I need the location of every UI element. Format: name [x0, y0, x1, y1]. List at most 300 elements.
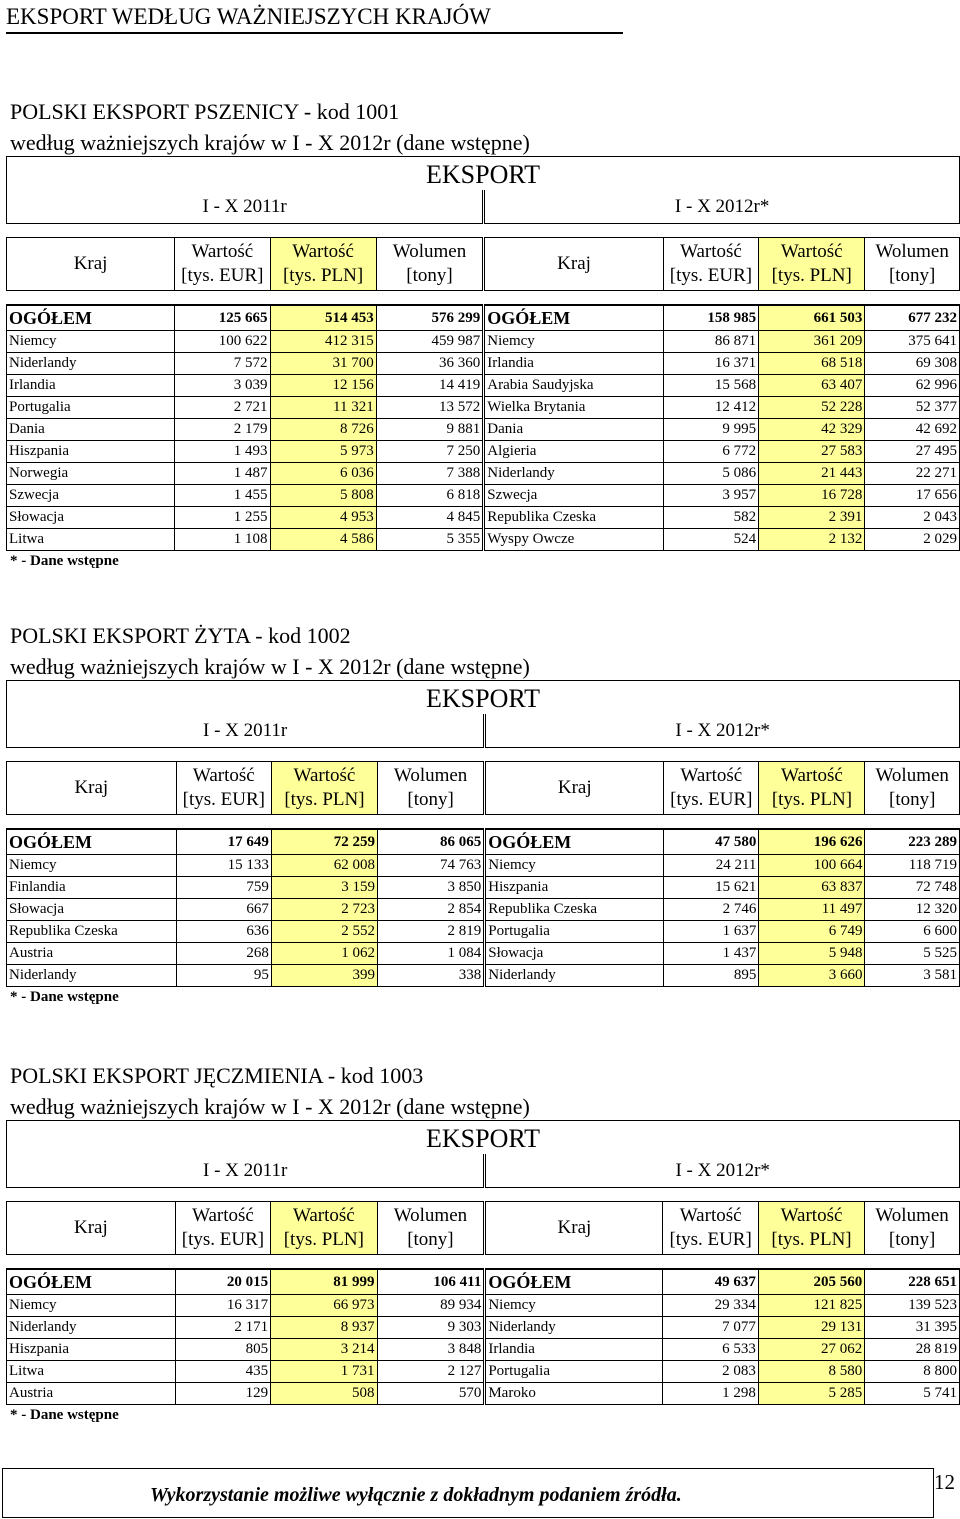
col-eur-line2: [tys. EUR] [669, 265, 753, 286]
table-row [7, 463, 960, 485]
section-subtitle: według ważniejszych krajów w I - X 2012r (dane wstępne) [10, 130, 530, 155]
country-cell: Szwecja [7, 485, 175, 507]
col-pln-line2: [tys. PLN] [771, 1229, 852, 1250]
country-cell: Portugalia [485, 1361, 663, 1383]
table-row [7, 1339, 960, 1361]
col-pln-line1: Wartość [781, 765, 843, 786]
col-eur-line2: [tys. EUR] [670, 789, 753, 810]
value-cell: 24 211 [664, 855, 759, 877]
value-cell: 29 334 [663, 1295, 758, 1317]
value-cell: 17 656 [865, 485, 960, 507]
value-cell: 74 763 [377, 855, 484, 877]
value-cell: 42 692 [865, 419, 960, 441]
value-cell: 2 854 [377, 899, 484, 921]
col-eur-line1: Wartość [680, 765, 743, 786]
value-cell: 5 973 [270, 441, 376, 463]
value-cell: 42 329 [759, 419, 865, 441]
value-cell: 3 850 [377, 877, 484, 899]
table-row [7, 855, 960, 877]
value-cell: 12 412 [663, 397, 758, 419]
value-cell: 28 819 [865, 1339, 960, 1361]
col-pln-header [759, 762, 865, 815]
page-title: EKSPORT WEDŁUG WAŻNIEJSZYCH KRAJÓW [6, 2, 623, 34]
country-cell: Austria [7, 943, 177, 965]
value-cell: 4 586 [270, 529, 376, 551]
value-cell: 6 749 [759, 921, 865, 943]
gap-cell [7, 748, 960, 762]
value-cell: 2 083 [663, 1361, 758, 1383]
gap-cell [7, 1255, 960, 1270]
table-row [7, 441, 960, 463]
gap-cell [7, 291, 960, 306]
col-pln-header [271, 1202, 377, 1255]
value-cell: 805 [175, 1339, 270, 1361]
table-row [7, 485, 960, 507]
value-cell: 16 317 [175, 1295, 270, 1317]
col-eur-header [664, 762, 759, 815]
value-cell: 5 525 [865, 943, 960, 965]
value-cell: 524 [663, 529, 758, 551]
header-gap [7, 1188, 960, 1202]
country-cell: Algieria [484, 441, 664, 463]
value-cell: 121 825 [758, 1295, 864, 1317]
value-cell: 361 209 [759, 331, 865, 353]
country-cell: Słowacja [7, 507, 175, 529]
table-row [7, 353, 960, 375]
col-vol-header [376, 238, 484, 291]
gap-cell [7, 815, 960, 830]
value-cell: 2 819 [377, 921, 484, 943]
value-cell: 1 062 [271, 943, 377, 965]
value-cell: 62 008 [271, 855, 377, 877]
period-2012: I - X 2012r* [484, 190, 960, 224]
value-cell: 15 133 [176, 855, 271, 877]
country-cell: Litwa [7, 529, 175, 551]
country-cell: Republika Czeska [7, 921, 177, 943]
value-cell: 338 [377, 965, 484, 987]
col-vol-header [865, 762, 960, 815]
value-cell: 86 065 [377, 829, 484, 855]
value-cell: 9 995 [663, 419, 758, 441]
col-pln-header [270, 238, 376, 291]
value-cell: 6 036 [270, 463, 376, 485]
header-gap [7, 815, 960, 830]
col-pln-header [758, 1202, 864, 1255]
col-vol-line1: Wolumen [393, 1205, 468, 1226]
country-cell: Szwecja [484, 485, 664, 507]
value-cell: 4 845 [376, 507, 484, 529]
value-cell: 49 637 [663, 1269, 758, 1295]
section-title: POLSKI EKSPORT ŻYTA - kod 1002 [10, 623, 351, 648]
total-row [7, 829, 960, 855]
header-row-columns [7, 1202, 960, 1255]
value-cell: 2 391 [759, 507, 865, 529]
period-2011: I - X 2011r [7, 190, 484, 224]
country-cell: Norwegia [7, 463, 175, 485]
value-cell: 2 029 [865, 529, 960, 551]
col-vol-line2: [tony] [888, 265, 936, 286]
col-vol-line2: [tony] [407, 789, 454, 810]
value-cell: 5 808 [270, 485, 376, 507]
value-cell: 399 [271, 965, 377, 987]
value-cell: 129 [175, 1383, 270, 1405]
value-cell: 205 560 [758, 1269, 864, 1295]
value-cell: 8 800 [865, 1361, 960, 1383]
col-kraj-header: Kraj [485, 762, 664, 815]
country-cell: OGÓŁEM [7, 829, 177, 855]
col-pln-line1: Wartość [292, 241, 354, 262]
value-cell: 3 848 [377, 1339, 485, 1361]
value-cell: 6 600 [865, 921, 960, 943]
country-cell: Irlandia [484, 353, 664, 375]
value-cell: 16 728 [759, 485, 865, 507]
col-pln-line1: Wartość [780, 1205, 843, 1226]
export-header: EKSPORT [7, 681, 960, 715]
value-cell: 6 818 [376, 485, 484, 507]
value-cell: 11 497 [759, 899, 865, 921]
country-cell: OGÓŁEM [7, 1269, 176, 1295]
value-cell: 3 581 [865, 965, 960, 987]
country-cell: Niderlandy [7, 1317, 176, 1339]
value-cell: 1 487 [175, 463, 270, 485]
value-cell: 27 062 [758, 1339, 864, 1361]
col-vol-header [865, 238, 960, 291]
header-gap [7, 224, 960, 238]
value-cell: 66 973 [271, 1295, 377, 1317]
value-cell: 139 523 [865, 1295, 960, 1317]
col-pln-line1: Wartość [780, 241, 843, 262]
total-row [7, 305, 960, 331]
country-cell: OGÓŁEM [485, 1269, 663, 1295]
table-row [7, 397, 960, 419]
export-table [6, 1120, 960, 1405]
value-cell: 125 665 [175, 305, 270, 331]
table-row [7, 877, 960, 899]
value-cell: 1 455 [175, 485, 270, 507]
value-cell: 1 108 [175, 529, 270, 551]
value-cell: 62 996 [865, 375, 960, 397]
col-eur-header [176, 762, 271, 815]
col-pln-line2: [tys. PLN] [282, 265, 364, 286]
col-eur-line2: [tys. EUR] [669, 1229, 752, 1250]
col-vol-line1: Wolumen [875, 241, 949, 262]
value-cell: 2 721 [175, 397, 270, 419]
country-cell: Niderlandy [485, 965, 664, 987]
value-cell: 12 320 [865, 899, 960, 921]
value-cell: 1 437 [664, 943, 759, 965]
value-cell: 1 493 [175, 441, 270, 463]
table-row [7, 375, 960, 397]
value-cell: 5 355 [376, 529, 484, 551]
value-cell: 2 127 [377, 1361, 485, 1383]
country-cell: Niderlandy [484, 463, 664, 485]
header-row-export [7, 157, 960, 191]
header-row-periods [7, 190, 960, 224]
value-cell: 3 159 [271, 877, 377, 899]
value-cell: 2 552 [271, 921, 377, 943]
export-table [6, 680, 960, 987]
value-cell: 508 [271, 1383, 377, 1405]
table-row [7, 1383, 960, 1405]
value-cell: 759 [176, 877, 271, 899]
value-cell: 3 039 [175, 375, 270, 397]
value-cell: 31 395 [865, 1317, 960, 1339]
header-row-export [7, 681, 960, 715]
header-row-periods [7, 714, 960, 748]
value-cell: 661 503 [759, 305, 865, 331]
col-eur-header [663, 1202, 758, 1255]
col-eur-line1: Wartość [192, 765, 255, 786]
value-cell: 72 259 [271, 829, 377, 855]
col-vol-header [865, 1202, 960, 1255]
country-cell: Hiszpania [7, 441, 175, 463]
value-cell: 667 [176, 899, 271, 921]
value-cell: 2 723 [271, 899, 377, 921]
table-row [7, 921, 960, 943]
value-cell: 81 999 [271, 1269, 377, 1295]
country-cell: Austria [7, 1383, 176, 1405]
country-cell: Portugalia [485, 921, 664, 943]
col-kraj-header: Kraj [7, 762, 177, 815]
export-header: EKSPORT [7, 157, 960, 191]
country-cell: Niemcy [7, 1295, 176, 1317]
footnote: * - Dane wstępne [10, 553, 119, 569]
col-eur-line1: Wartość [679, 1205, 742, 1226]
col-pln-line2: [tys. PLN] [771, 265, 852, 286]
col-vol-header [377, 762, 484, 815]
section-subtitle: według ważniejszych krajów w I - X 2012r (dane wstępne) [10, 1094, 530, 1119]
col-eur-line2: [tys. EUR] [181, 1229, 265, 1250]
header-gap [7, 291, 960, 306]
value-cell: 5 948 [759, 943, 865, 965]
value-cell: 8 937 [271, 1317, 377, 1339]
value-cell: 8 726 [270, 419, 376, 441]
country-cell: OGÓŁEM [484, 305, 664, 331]
value-cell: 5 741 [865, 1383, 960, 1405]
value-cell: 514 453 [270, 305, 376, 331]
period-2012: I - X 2012r* [485, 714, 960, 748]
country-cell: Słowacja [485, 943, 664, 965]
value-cell: 268 [176, 943, 271, 965]
section-title: POLSKI EKSPORT PSZENICY - kod 1001 [10, 99, 400, 124]
header-row-export [7, 1121, 960, 1155]
value-cell: 1 084 [377, 943, 484, 965]
value-cell: 106 411 [377, 1269, 485, 1295]
col-eur-header [663, 238, 758, 291]
country-cell: Niemcy [7, 331, 175, 353]
value-cell: 435 [175, 1361, 270, 1383]
value-cell: 228 651 [865, 1269, 960, 1295]
value-cell: 1 731 [271, 1361, 377, 1383]
value-cell: 5 285 [758, 1383, 864, 1405]
col-pln-header [759, 238, 865, 291]
country-cell: Irlandia [7, 375, 175, 397]
value-cell: 7 572 [175, 353, 270, 375]
value-cell: 52 228 [759, 397, 865, 419]
country-cell: Hiszpania [7, 1339, 176, 1361]
col-kraj-header: Kraj [485, 1202, 663, 1255]
header-row-columns [7, 238, 960, 291]
value-cell: 636 [176, 921, 271, 943]
col-eur-header [175, 1202, 270, 1255]
value-cell: 9 303 [377, 1317, 485, 1339]
period-2012: I - X 2012r* [485, 1154, 960, 1188]
period-2011: I - X 2011r [7, 1154, 485, 1188]
value-cell: 31 700 [270, 353, 376, 375]
value-cell: 2 171 [175, 1317, 270, 1339]
country-cell: Niderlandy [485, 1317, 663, 1339]
value-cell: 17 649 [176, 829, 271, 855]
table-row [7, 899, 960, 921]
value-cell: 11 321 [270, 397, 376, 419]
col-pln-header [271, 762, 377, 815]
value-cell: 570 [377, 1383, 485, 1405]
table-row [7, 529, 960, 551]
col-pln-line2: [tys. PLN] [283, 1229, 364, 1250]
export-table [6, 156, 960, 551]
col-kraj-header: Kraj [484, 238, 664, 291]
value-cell: 2 043 [865, 507, 960, 529]
value-cell: 7 077 [663, 1317, 758, 1339]
country-cell: Litwa [7, 1361, 176, 1383]
col-pln-line2: [tys. PLN] [284, 789, 365, 810]
country-cell: Słowacja [7, 899, 177, 921]
value-cell: 412 315 [270, 331, 376, 353]
country-cell: Republika Czeska [485, 899, 664, 921]
country-cell: OGÓŁEM [485, 829, 664, 855]
col-eur-line1: Wartość [191, 241, 254, 262]
value-cell: 72 748 [865, 877, 960, 899]
col-vol-line2: [tony] [407, 1229, 454, 1250]
col-eur-line2: [tys. EUR] [182, 789, 265, 810]
header-row-periods [7, 1154, 960, 1188]
table-row [7, 507, 960, 529]
table-row [7, 1361, 960, 1383]
col-vol-line1: Wolumen [875, 765, 949, 786]
country-cell: Republika Czeska [484, 507, 664, 529]
country-cell: Niemcy [485, 855, 664, 877]
value-cell: 158 985 [663, 305, 758, 331]
country-cell: OGÓŁEM [7, 305, 175, 331]
value-cell: 95 [176, 965, 271, 987]
col-eur-line1: Wartość [192, 1205, 254, 1226]
value-cell: 13 572 [376, 397, 484, 419]
value-cell: 582 [663, 507, 758, 529]
country-cell: Portugalia [7, 397, 175, 419]
col-vol-line1: Wolumen [392, 241, 467, 262]
col-vol-line2: [tony] [888, 1229, 936, 1250]
value-cell: 3 660 [759, 965, 865, 987]
table-row [7, 1295, 960, 1317]
value-cell: 1 255 [175, 507, 270, 529]
value-cell: 12 156 [270, 375, 376, 397]
value-cell: 69 308 [865, 353, 960, 375]
country-cell: Dania [484, 419, 664, 441]
col-pln-line1: Wartość [293, 765, 356, 786]
table-row [7, 419, 960, 441]
value-cell: 63 837 [759, 877, 865, 899]
value-cell: 1 637 [664, 921, 759, 943]
value-cell: 7 250 [376, 441, 484, 463]
page-number: 12 [934, 1470, 955, 1494]
col-kraj-header: Kraj [7, 238, 175, 291]
country-cell: Niderlandy [7, 965, 177, 987]
section-title: POLSKI EKSPORT JĘCZMIENIA - kod 1003 [10, 1063, 424, 1088]
table-row [7, 965, 960, 987]
export-header: EKSPORT [7, 1121, 960, 1155]
value-cell: 196 626 [759, 829, 865, 855]
value-cell: 15 568 [663, 375, 758, 397]
value-cell: 29 131 [758, 1317, 864, 1339]
value-cell: 677 232 [865, 305, 960, 331]
value-cell: 3 957 [663, 485, 758, 507]
value-cell: 86 871 [663, 331, 758, 353]
gap-cell [7, 1188, 960, 1202]
country-cell: Niemcy [484, 331, 664, 353]
value-cell: 375 641 [865, 331, 960, 353]
country-cell: Irlandia [485, 1339, 663, 1361]
col-eur-header [175, 238, 270, 291]
value-cell: 16 371 [663, 353, 758, 375]
col-eur-line1: Wartość [680, 241, 742, 262]
col-pln-line1: Wartość [292, 1205, 355, 1226]
value-cell: 21 443 [759, 463, 865, 485]
country-cell: Finlandia [7, 877, 177, 899]
col-vol-header [377, 1202, 485, 1255]
value-cell: 100 622 [175, 331, 270, 353]
country-cell: Hiszpania [485, 877, 664, 899]
country-cell: Niderlandy [7, 353, 175, 375]
period-2011: I - X 2011r [7, 714, 485, 748]
country-cell: Wyspy Owcze [484, 529, 664, 551]
table-row [7, 331, 960, 353]
table-row [7, 1317, 960, 1339]
value-cell: 63 407 [759, 375, 865, 397]
footnote: * - Dane wstępne [10, 989, 119, 1005]
value-cell: 27 583 [759, 441, 865, 463]
header-gap [7, 748, 960, 762]
value-cell: 2 746 [664, 899, 759, 921]
value-cell: 576 299 [376, 305, 484, 331]
value-cell: 20 015 [175, 1269, 270, 1295]
col-vol-line1: Wolumen [393, 765, 468, 786]
country-cell: Arabia Saudyjska [484, 375, 664, 397]
value-cell: 22 271 [865, 463, 960, 485]
value-cell: 7 388 [376, 463, 484, 485]
col-pln-line2: [tys. PLN] [771, 789, 853, 810]
value-cell: 6 772 [663, 441, 758, 463]
col-vol-line2: [tony] [406, 265, 453, 286]
col-vol-line1: Wolumen [875, 1205, 949, 1226]
value-cell: 9 881 [376, 419, 484, 441]
table-row [7, 943, 960, 965]
country-cell: Dania [7, 419, 175, 441]
value-cell: 47 580 [664, 829, 759, 855]
value-cell: 4 953 [270, 507, 376, 529]
value-cell: 15 621 [664, 877, 759, 899]
value-cell: 459 987 [376, 331, 484, 353]
section-subtitle: według ważniejszych krajów w I - X 2012r (dane wstępne) [10, 654, 530, 679]
value-cell: 223 289 [865, 829, 960, 855]
header-row-columns [7, 762, 960, 815]
value-cell: 3 214 [271, 1339, 377, 1361]
total-row [7, 1269, 960, 1295]
value-cell: 118 719 [865, 855, 960, 877]
value-cell: 5 086 [663, 463, 758, 485]
col-vol-line2: [tony] [889, 789, 936, 810]
value-cell: 68 518 [759, 353, 865, 375]
value-cell: 8 580 [758, 1361, 864, 1383]
